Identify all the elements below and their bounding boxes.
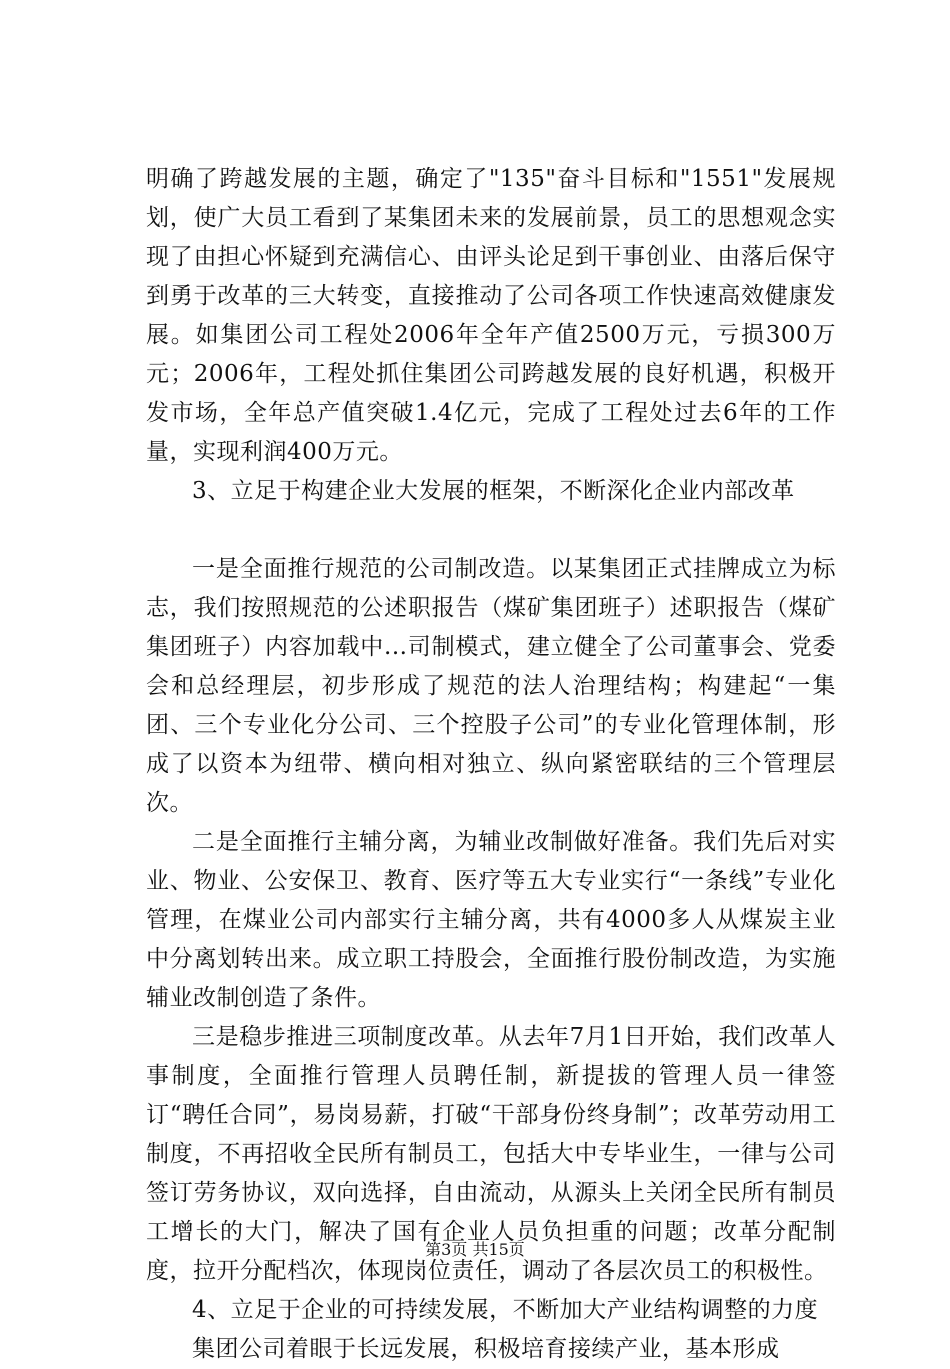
section-heading-3: 3、立足于构建企业大发展的框架，不断深化企业内部改革 [192, 478, 795, 504]
page-number-footer: 第3页 共15页 [425, 1240, 525, 1259]
blank-line [146, 511, 836, 550]
section-heading-4: 4、立足于企业的可持续发展，不断加大产业结构调整的力度 [192, 1297, 819, 1323]
paragraph-long-term-development: 集团公司着眼于长远发展，积极培育接续产业，基本形成 [192, 1336, 780, 1362]
paragraph-three-systems-reform: 三是稳步推进三项制度改革。从去年7月1日开始，我们改革人事制度，全面推行管理人员聘任制，新提拔的管理人员一律签订“聘任合同”，易岗易薪，打破“干部身份终身制”；改革劳动用工制度，不再招收全民所有制员工，包括大中专毕业生，一律与公司签订劳务协议，双向选择，自由流动，从源头上关闭全民所有制员工增长的大门，解决了国有企业人员负担重的问题；改革分配制度，拉开分配档次，体现岗位责任，调动了各层次员工的积极性。 [146, 1024, 836, 1284]
paragraph-company-reform: 一是全面推行规范的公司制改造。以某集团正式挂牌成立为标志，我们按照规范的公述职报告（煤矿集团班子）述职报告（煤矿集团班子）内容加载中...司制模式，建立健全了公司董事会、党委会和总经理层，初步形成了规范的法人治理结构；构建起“一集团、三个专业化分公司、三个控股子公司”的专业化管理体制，形成了以资本为纽带、横向相对独立、纵向紧密联结的三个管理层次。 [146, 556, 836, 816]
document-body [146, 160, 836, 1369]
paragraph-development-theme: 明确了跨越发展的主题，确定了"135"奋斗目标和"1551"发展规划，使广大员工看到了某集团未来的发展前景，员工的思想观念实现了由担心怀疑到充满信心、由评头论足到干事创业、由落后保守到勇于改革的三大转变，直接推动了公司各项工作快速高效健康发展。如集团公司工程处2006年全年产值2500万元，亏损300万元；2006年，工程处抓住集团公司跨越发展的良好机遇，积极开发市场，全年总产值突破1.4亿元，完成了工程处过去6年的工作量，实现利润400万元。 [146, 166, 836, 465]
paragraph-main-auxiliary-separation: 二是全面推行主辅分离，为辅业改制做好准备。我们先后对实业、物业、公安保卫、教育、医疗等五大专业实行“一条线”专业化管理，在煤业公司内部实行主辅分离，共有4000多人从煤炭主业中分离划转出来。成立职工持股会，全面推行股份制改造，为实施辅业改制创造了条件。 [146, 829, 836, 1011]
